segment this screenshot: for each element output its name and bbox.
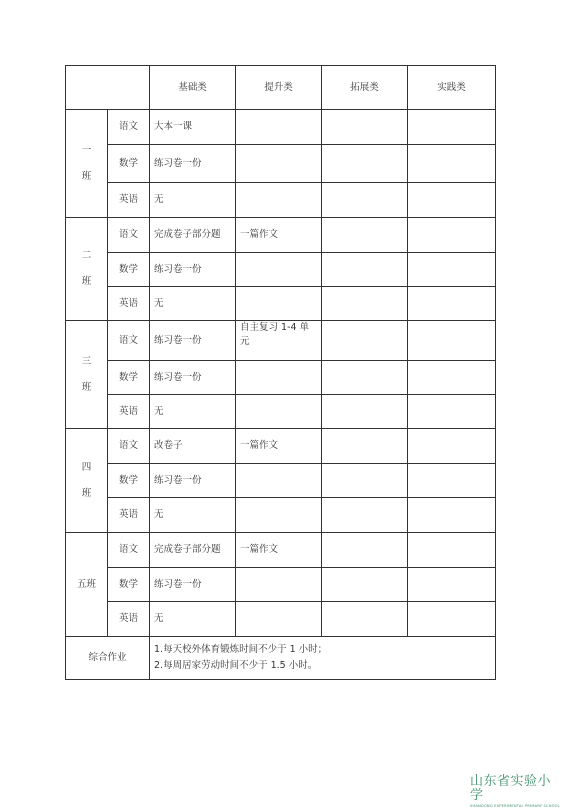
homework-practice-cell — [408, 464, 496, 498]
table-row — [66, 464, 496, 498]
homework-advanced-cell — [236, 287, 322, 321]
homework-basic-cell: 改卷子 — [150, 429, 236, 464]
comprehensive-line: 1.每天校外体育锻炼时间不少于 1 小时； — [154, 644, 328, 655]
homework-basic-cell: 大本一课 — [150, 110, 236, 145]
table-row — [66, 602, 496, 637]
homework-advanced-cell: 一篇作文 — [236, 218, 322, 253]
header-basic: 基础类 — [150, 66, 236, 110]
class-name-char: 班 — [81, 487, 92, 499]
homework-basic-cell: 无 — [150, 395, 236, 429]
homework-extended-cell — [322, 253, 408, 287]
homework-advanced-cell: 自主复习 1-4 单元 — [236, 321, 322, 361]
subject-cell: 数学 — [108, 464, 150, 498]
subject-cell: 英语 — [108, 602, 150, 637]
logo-english-name: SHANDONG EXPERIMENTAL PRIMARY SCHOOL — [470, 804, 560, 808]
homework-extended-cell — [322, 361, 408, 395]
table-row — [66, 287, 496, 321]
homework-practice-cell — [408, 145, 496, 183]
header-row — [66, 66, 496, 110]
homework-extended-cell — [322, 568, 408, 602]
class-name-char: 二 — [81, 250, 92, 261]
comprehensive-label: 综合作业 — [66, 637, 150, 680]
table-row — [66, 395, 496, 429]
subject-cell: 语文 — [108, 533, 150, 568]
class-name-char: 班 — [81, 170, 92, 182]
homework-practice-cell — [408, 183, 496, 218]
corner-cell — [66, 66, 150, 110]
subject-cell: 语文 — [108, 218, 150, 253]
homework-advanced-cell: 一篇作文 — [236, 429, 322, 464]
header-extended: 拓展类 — [322, 66, 408, 110]
homework-advanced-cell — [236, 145, 322, 183]
table-row — [66, 568, 496, 602]
homework-practice-cell — [408, 321, 496, 361]
class-name-cell — [66, 321, 108, 429]
homework-practice-cell — [408, 287, 496, 321]
table-row — [66, 498, 496, 533]
homework-basic-cell: 无 — [150, 183, 236, 218]
subject-cell: 语文 — [108, 110, 150, 145]
logo-chinese-name: 山东省实验小学 — [470, 774, 552, 803]
class-name-cell — [66, 533, 108, 637]
homework-basic-cell: 无 — [150, 498, 236, 533]
homework-advanced-cell — [236, 498, 322, 533]
homework-practice-cell — [408, 218, 496, 253]
header-advanced: 提升类 — [236, 66, 322, 110]
table-row — [66, 253, 496, 287]
homework-advanced-cell — [236, 183, 322, 218]
subject-cell: 数学 — [108, 568, 150, 602]
homework-extended-cell — [322, 498, 408, 533]
table-row — [66, 533, 496, 568]
homework-practice-cell — [408, 253, 496, 287]
class-name-char: 一 — [81, 144, 92, 156]
homework-extended-cell — [322, 145, 408, 183]
class-name-cell — [66, 218, 108, 321]
table-row — [66, 429, 496, 464]
class-name-cell — [66, 429, 108, 533]
subject-cell: 英语 — [108, 287, 150, 321]
class-name-char: 三 — [81, 355, 92, 367]
school-logo — [470, 774, 562, 808]
subject-cell: 数学 — [108, 145, 150, 183]
homework-basic-cell: 练习卷一份 — [150, 145, 236, 183]
table-row — [66, 361, 496, 395]
homework-extended-cell — [322, 395, 408, 429]
homework-advanced-cell — [236, 464, 322, 498]
homework-practice-cell — [408, 602, 496, 637]
class-name-char: 班 — [81, 276, 92, 287]
class-name-char: 四 — [81, 461, 92, 473]
homework-advanced-cell — [236, 602, 322, 637]
subject-cell: 数学 — [108, 361, 150, 395]
subject-cell: 英语 — [108, 395, 150, 429]
homework-basic-cell: 练习卷一份 — [150, 464, 236, 498]
class-name-char: 五班 — [76, 578, 96, 590]
homework-extended-cell — [322, 533, 408, 568]
homework-basic-cell: 完成卷子部分题 — [150, 218, 236, 253]
homework-extended-cell — [322, 183, 408, 218]
homework-basic-cell: 练习卷一份 — [150, 253, 236, 287]
class-name-cell — [66, 110, 108, 218]
homework-advanced-cell — [236, 110, 322, 145]
homework-extended-cell — [322, 287, 408, 321]
subject-cell: 语文 — [108, 321, 150, 361]
homework-extended-cell — [322, 602, 408, 637]
homework-basic-cell: 无 — [150, 287, 236, 321]
homework-advanced-cell — [236, 568, 322, 602]
homework-basic-cell: 练习卷一份 — [150, 321, 236, 361]
subject-cell: 英语 — [108, 498, 150, 533]
homework-basic-cell: 练习卷一份 — [150, 361, 236, 395]
subject-cell: 语文 — [108, 429, 150, 464]
comprehensive-line: 2.每周居家劳动时间不少于 1.5 小时。 — [154, 660, 318, 671]
homework-advanced-cell — [236, 253, 322, 287]
homework-practice-cell — [408, 429, 496, 464]
homework-table — [65, 65, 496, 680]
table-row — [66, 321, 496, 361]
header-practice: 实践类 — [408, 66, 496, 110]
subject-cell: 英语 — [108, 183, 150, 218]
homework-extended-cell — [322, 429, 408, 464]
homework-practice-cell — [408, 395, 496, 429]
comprehensive-content — [150, 637, 496, 680]
homework-practice-cell — [408, 498, 496, 533]
homework-practice-cell — [408, 533, 496, 568]
class-name-char: 班 — [81, 381, 92, 393]
homework-basic-cell: 无 — [150, 602, 236, 637]
homework-extended-cell — [322, 110, 408, 145]
homework-basic-cell: 练习卷一份 — [150, 568, 236, 602]
homework-advanced-cell — [236, 361, 322, 395]
homework-advanced-cell — [236, 395, 322, 429]
homework-basic-cell: 完成卷子部分题 — [150, 533, 236, 568]
table-row — [66, 183, 496, 218]
homework-practice-cell — [408, 568, 496, 602]
homework-extended-cell — [322, 464, 408, 498]
homework-advanced-cell: 一篇作文 — [236, 533, 322, 568]
homework-practice-cell — [408, 361, 496, 395]
table-row — [66, 218, 496, 253]
table-row — [66, 145, 496, 183]
subject-cell: 数学 — [108, 253, 150, 287]
homework-extended-cell — [322, 218, 408, 253]
table-row — [66, 110, 496, 145]
homework-extended-cell — [322, 321, 408, 361]
comprehensive-row — [66, 637, 496, 680]
homework-practice-cell — [408, 110, 496, 145]
